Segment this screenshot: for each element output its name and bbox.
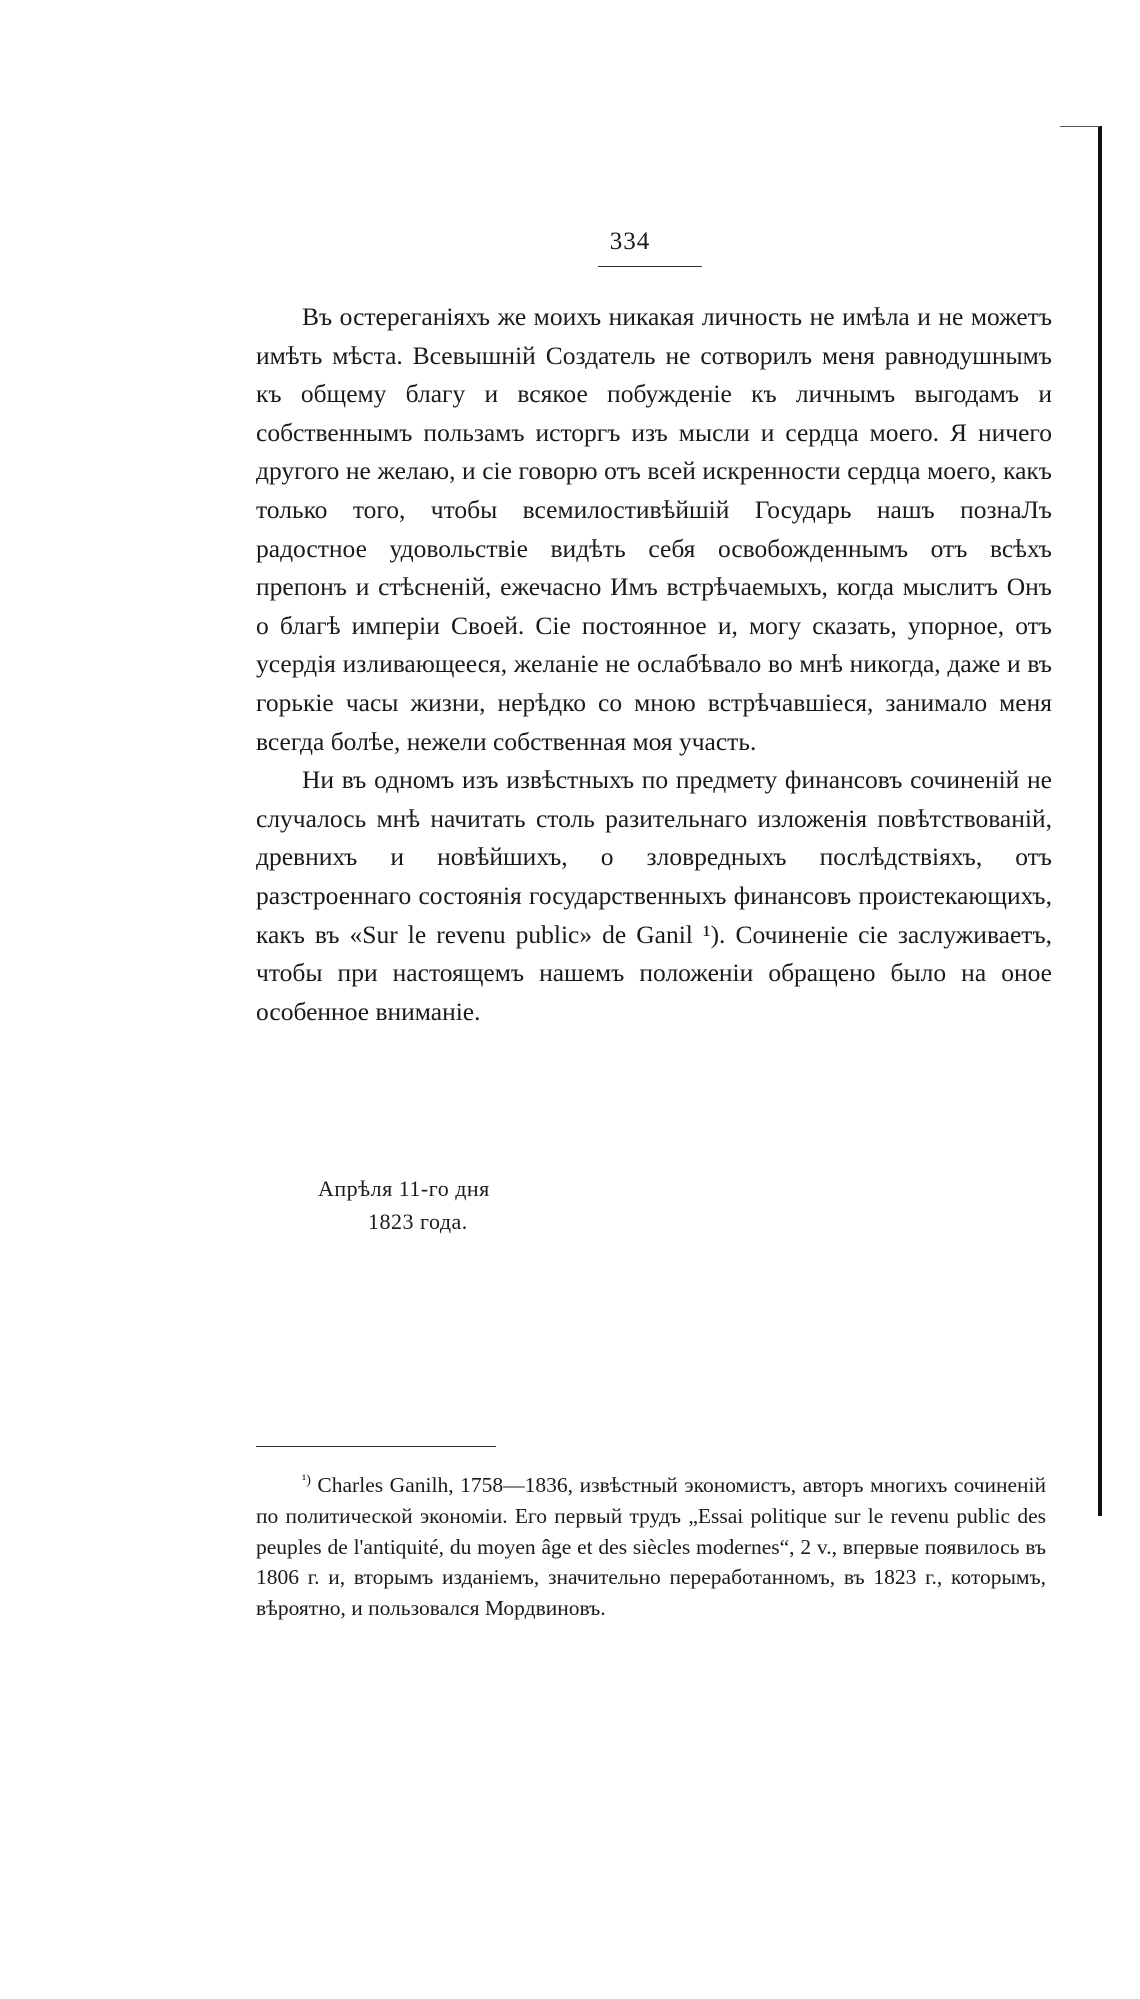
date-line-1: Апрѣля 11-го дня [318,1176,490,1201]
paragraph-2: Ни въ одномъ изъ извѣстныхъ по предмету финансовъ сочиненій не случалось мнѣ начитать столь разительнаго изложенія повѣтствованій, древнихъ и новѣйшихъ, о зловредныхъ послѣдствіяхъ, отъ разстроеннаго состоянія государственныхъ финансовъ проистекающихъ, какъ въ «Sur le revenu public» de Ganil ¹). Сочиненіе сіе заслуживаетъ, чтобы при настоящемъ нашемъ положеніи обращено было на оное особенное вниманіе. [256,765,1052,1026]
footnote-marker: ¹) [302,1472,311,1488]
date-block [318,1172,490,1238]
date-line-2: 1823 года. [368,1209,468,1234]
scan-edge [1098,126,1102,1516]
footnote-rule [256,1446,496,1447]
footnote [256,1470,1046,1624]
body-text [256,298,1052,1031]
footnote-paragraph [256,1470,1046,1624]
paragraph-1: Въ остереганіяхъ же моихъ никакая личность не имѣла и не можетъ имѣть мѣста. Всевышній Создатель не сотворилъ меня равнодушнымъ къ общему благу и всякое побужденіе къ личнымъ выгодамъ и собственнымъ пользамъ исторгъ изъ мысли и сердца моего. Я ничего другого не желаю, и сіе говорю отъ всей искренности сердца моего, какъ только того, чтобы всемилостивѣйшій Государь нашъ познаЛъ радостное удовольствіе видѣть себя освобожденнымъ отъ всѣхъ препонъ и стѣсненій, ежечасно Имъ встрѣчаемыхъ, когда мыслитъ Онъ о благѣ имперіи Своей. Сіе постоянное и, могу сказать, упорное, отъ усердія изливающееся, желаніе не ослабѣвало во мнѣ никогда, даже и въ горькіе часы жизни, нерѣдко со мною встрѣчавшіеся, занимало меня всегда болѣе, нежели собственная моя участь. [256,302,1052,756]
page-number-rule [598,266,702,267]
scan-edge-top [1060,126,1100,127]
page-number: 334 [609,228,651,255]
footnote-text: Charles Ganilh, 1758—1836, извѣстный экономистъ, авторъ многихъ сочиненій по политической экономіи. Его первый трудъ „Essai politique sur le revenu public des peuples de l'antiquité, du moyen âge et des siècles modernes“, 2 v., впервые появилось въ 1806 г. и, вторымъ изданіемъ, значительно переработанномъ, въ 1823 г., которымъ, вѣроятно, и пользовался Мордвиновъ. [256,1473,1046,1621]
